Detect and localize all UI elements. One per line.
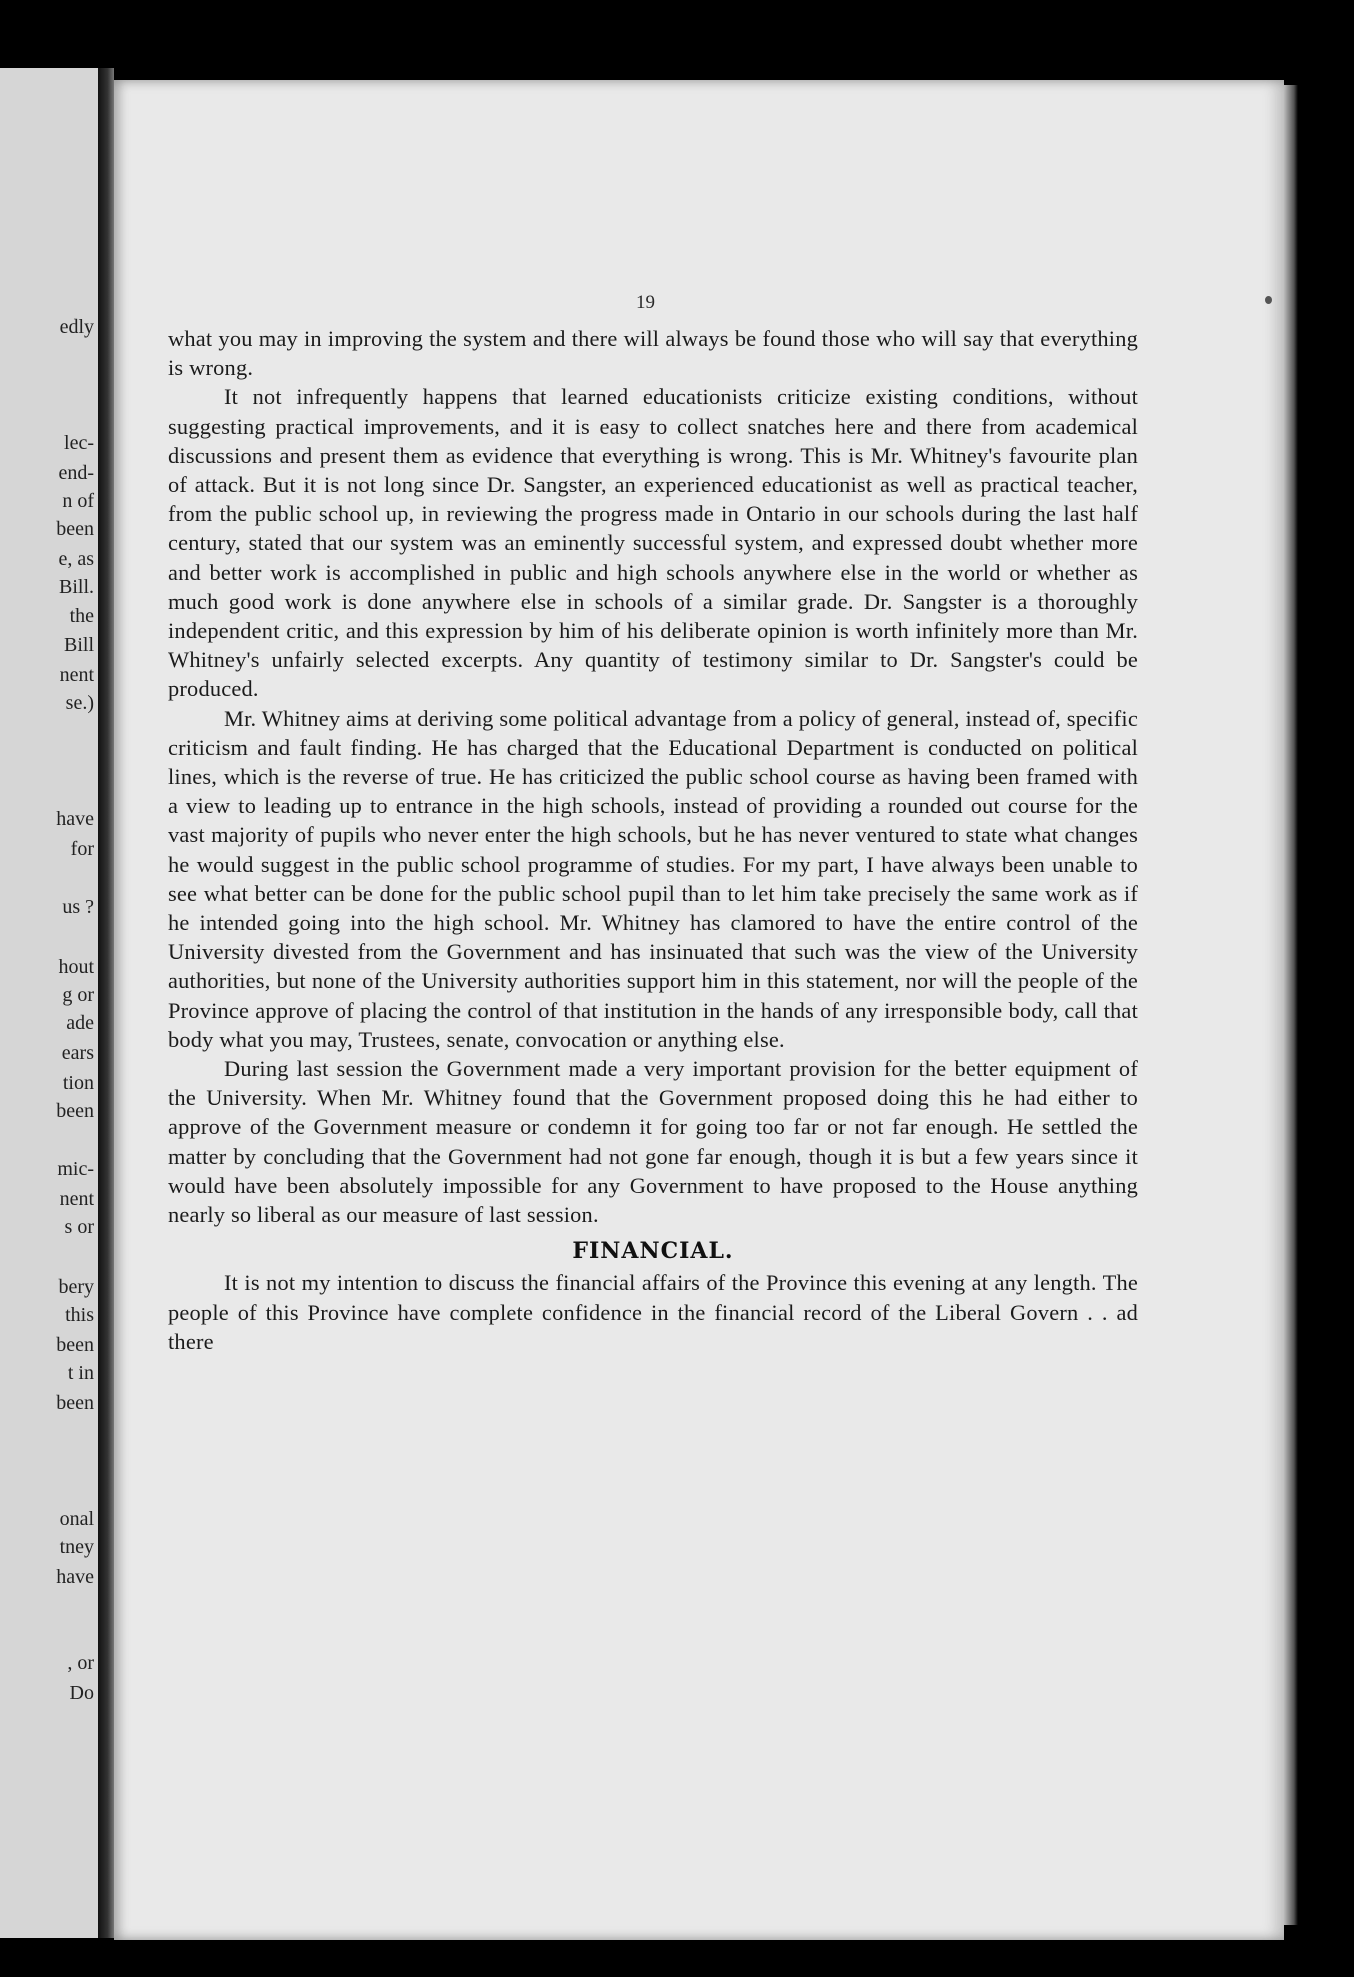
left-page-fragment: been	[56, 1334, 94, 1356]
left-page-fragment: lec-	[64, 432, 94, 454]
left-page-fragment: been	[56, 1100, 94, 1122]
left-page-fragment: Bill.	[58, 576, 94, 598]
left-page-fragment: mic-	[57, 1158, 94, 1180]
left-page-fragment: the	[69, 605, 94, 627]
page-number: 19	[636, 292, 655, 313]
left-page-fragment: tion	[62, 1072, 94, 1094]
left-page-fragment: , or	[67, 1652, 94, 1674]
paragraph-financial: It is not my intention to discuss the financial affairs of the Province this evening at any length. The people of this Province have complete confidence in the financial record of the Liberal Govern . . ad there	[168, 1270, 1138, 1354]
left-page-fragment: n of	[62, 490, 94, 512]
left-page-fragment: edly	[59, 316, 94, 338]
left-page-fragment: se.)	[65, 692, 94, 714]
left-page-fragment: have	[56, 808, 94, 830]
section-heading: FINANCIAL.	[572, 1238, 734, 1265]
left-page-fragment: ears	[61, 1042, 94, 1064]
left-page-fragment: onal	[59, 1508, 94, 1530]
left-page-fragment: t in	[67, 1362, 94, 1384]
left-page-fragment: have	[56, 1566, 94, 1588]
left-page-fragment: g or	[62, 984, 94, 1006]
left-page-fragment: us ?	[62, 896, 94, 918]
left-page-fragment: been	[56, 518, 94, 540]
left-page-fragment: bery	[58, 1276, 94, 1298]
left-facing-page	[0, 68, 98, 1938]
left-page-fragment: Bill	[63, 634, 94, 656]
left-page-fragment: nent	[59, 664, 94, 686]
page-edge	[1284, 85, 1298, 1925]
left-page-fragment: tney	[59, 1536, 94, 1558]
left-page-fragment: Do	[69, 1682, 94, 1704]
left-page-fragment: for	[70, 838, 94, 860]
left-page-fragment: s or	[64, 1216, 94, 1238]
body-text	[168, 324, 1138, 1356]
page-speck	[1265, 296, 1272, 304]
left-page-fragment: ade	[66, 1012, 94, 1034]
paragraph-3: Mr. Whitney aims at deriving some political advantage from a policy of general, instead of, specific criticism and fault finding. He has charged that the Educational Department is conducted on political lines, which is the reverse of true. He has criticized the public school course as having been framed with a view to leading up to entrance in the high schools, instead of providing a rounded out course for the vast majority of pupils who never enter the high schools, but he has never ventured to state what changes he would suggest in the public school programme of studies. For my part, I have always been unable to see what better can be done for the public school pupil than to let him take precisely the same work as if he intended going into the high school. Mr. Whitney has clamored to have the entire control of the University divested from the Government and has insinuated that such was the view of the University authorities, but none of the University authorities support him in this statement, nor will the people of the Province approve of placing the control of that institution in the hands of any irresponsible body, call that body what you may, Trustees, senate, convocation or anything else.	[168, 705, 1138, 1052]
left-page-fragment: e, as	[58, 548, 94, 570]
paragraph-1: what you may in improving the system and there will always be found those who will say that everything is wrong.	[168, 326, 1138, 381]
paragraph-4: During last session the Government made a very important provision for the better equipment of the University. When Mr. Whitney found that the Government proposed doing this he had either to approve of the Government measure or condemn it for going too far or not far enough. He settled the matter by concluding that the Government had not gone far enough, though it is but a few years since it would have been absolutely impossible for any Government to have proposed to the House anything nearly so liberal as our measure of last session.	[168, 1056, 1138, 1228]
left-page-fragment: end-	[58, 462, 94, 484]
left-page-fragment: this	[65, 1304, 94, 1326]
book-gutter	[98, 68, 114, 1938]
left-page-fragment: been	[56, 1392, 94, 1414]
left-page-fragment: nent	[59, 1188, 94, 1210]
paragraph-2: It not infrequently happens that learned educationists criticize existing conditions, without suggesting practical improvements, and it is easy to collect snatches here and there from academical discussions and present them as evidence that everything is wrong. This is Mr. Whitney's favourite plan of attack. But it is not long since Dr. Sangster, an experienced educationist as well as practical teacher, from the public school up, in reviewing the progress made in Ontario in our schools during the last half century, stated that our system was an eminently successful system, and expressed doubt whether more and better work is accomplished in public and high schools anywhere else in the world or whether as much good work is done anywhere else in schools of a similar grade. Dr. Sangster is a thoroughly independent critic, and this expression by him of his deliberate opinion is worth infinitely more than Mr. Whitney's unfairly selected excerpts. Any quantity of testimony similar to Dr. Sangster's could be produced.	[168, 384, 1138, 702]
left-page-fragment: hout	[58, 956, 94, 978]
